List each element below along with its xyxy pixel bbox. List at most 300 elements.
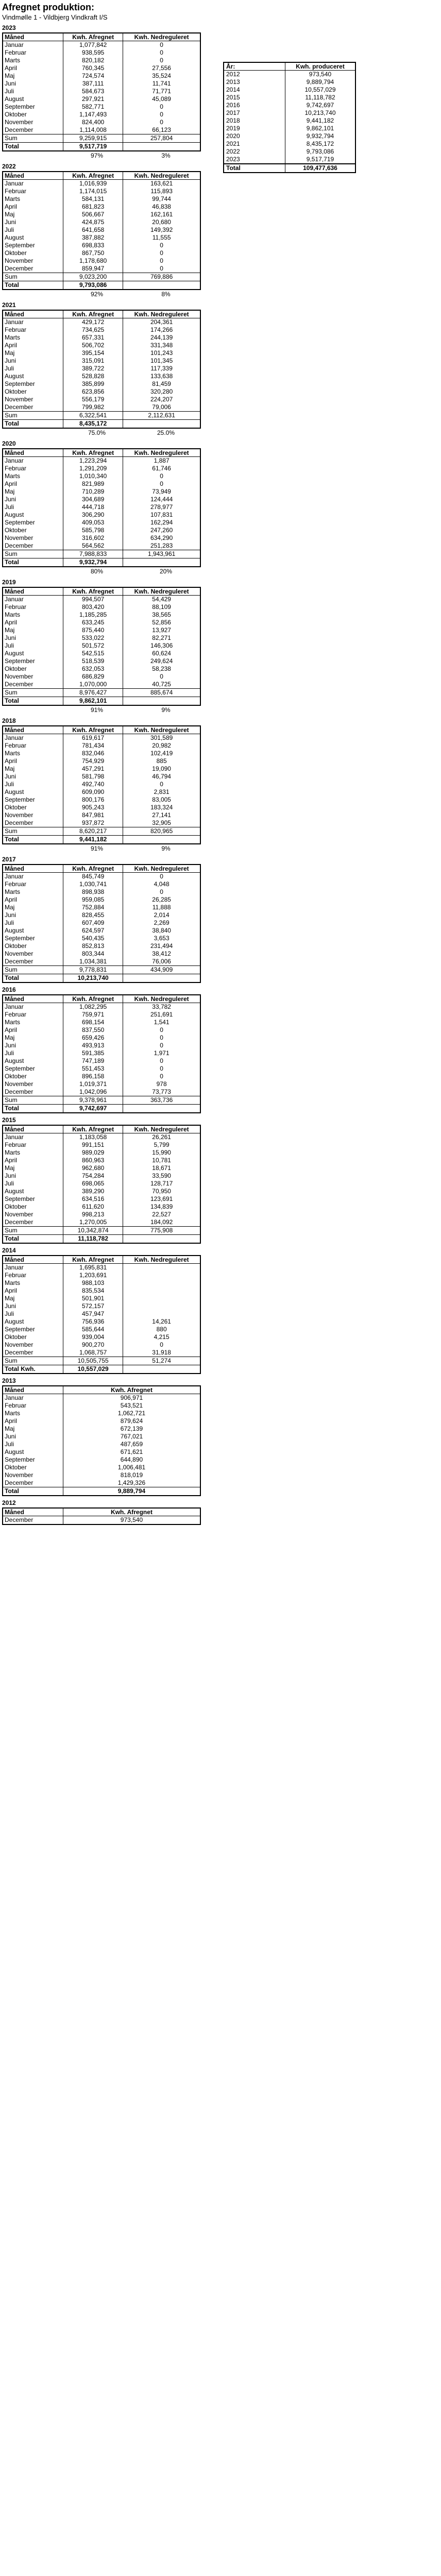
summary-year: 2012 xyxy=(224,71,285,79)
month-cell: Februar xyxy=(3,465,63,472)
summary-row xyxy=(224,140,355,148)
yearly-tables xyxy=(2,24,201,1525)
table-row xyxy=(3,757,200,765)
sum-label: Sum xyxy=(3,550,63,558)
total-row xyxy=(3,836,200,844)
afregnet-cell: 724,574 xyxy=(63,72,123,80)
afregnet-header: Kwh. Afregnet xyxy=(63,172,123,180)
nedreguleret-cell: 82,271 xyxy=(123,634,200,642)
afregnet-cell: 1,223,294 xyxy=(63,457,123,465)
summary-row xyxy=(224,156,355,164)
table-row xyxy=(3,619,200,626)
nedreguleret-cell: 31,918 xyxy=(123,1349,200,1357)
year-label: 2014 xyxy=(2,1247,16,1254)
month-cell: August xyxy=(3,1057,63,1065)
total-value: 9,862,101 xyxy=(63,697,123,706)
afregnet-header: Kwh. Afregnet xyxy=(63,33,123,41)
year-label: 2022 xyxy=(2,163,16,170)
table-row xyxy=(3,357,200,365)
nedreguleret-cell: 11,555 xyxy=(123,234,200,242)
afregnet-cell: 759,971 xyxy=(63,1011,123,1019)
afregnet-cell: 409,053 xyxy=(63,519,123,527)
percent-spacer xyxy=(2,567,62,575)
table-header-row xyxy=(3,1386,200,1394)
nedreguleret-cell: 634,290 xyxy=(123,534,200,542)
nedreguleret-cell: 70,950 xyxy=(123,1188,200,1195)
month-cell: Marts xyxy=(3,1279,63,1287)
sum-nedreguleret: 51,274 xyxy=(123,1357,200,1365)
month-cell: Oktober xyxy=(3,804,63,811)
month-cell: Maj xyxy=(3,1425,63,1433)
nedreguleret-cell: 123,691 xyxy=(123,1195,200,1203)
percent-nedreguleret: 3% xyxy=(161,152,171,159)
nedreguleret-cell: 11,741 xyxy=(123,80,200,88)
table-row xyxy=(3,919,200,927)
table-row xyxy=(3,1264,200,1272)
month-cell: Februar xyxy=(3,188,63,195)
sum-nedreguleret: 775,908 xyxy=(123,1227,200,1235)
nedreguleret-header: Kwh. Nedreguleret xyxy=(123,865,200,873)
nedreguleret-cell: 0 xyxy=(123,257,200,265)
sum-row xyxy=(3,1096,200,1105)
table-row xyxy=(3,1433,200,1440)
month-cell: Juli xyxy=(3,365,63,372)
afregnet-cell: 1,203,691 xyxy=(63,1272,123,1279)
nedreguleret-cell: 0 xyxy=(123,873,200,881)
table-row xyxy=(3,372,200,380)
nedreguleret-cell: 1,887 xyxy=(123,457,200,465)
summary-year: 2017 xyxy=(224,109,285,117)
month-cell: Juli xyxy=(3,503,63,511)
nedreguleret-cell: 76,006 xyxy=(123,958,200,966)
afregnet-cell: 1,082,295 xyxy=(63,1003,123,1011)
total-label: Total xyxy=(3,836,63,844)
total-row xyxy=(3,143,200,151)
afregnet-cell: 542,515 xyxy=(63,650,123,657)
table-row xyxy=(3,1088,200,1096)
sum-nedreguleret: 2,112,631 xyxy=(123,412,200,420)
table-row xyxy=(3,788,200,796)
table-row xyxy=(3,234,200,242)
nedreguleret-cell xyxy=(123,1295,200,1302)
percent-afregnet: 80% xyxy=(90,568,104,575)
nedreguleret-cell: 83,005 xyxy=(123,796,200,804)
month-cell: November xyxy=(3,1471,63,1479)
afregnet-cell: 297,921 xyxy=(63,95,123,103)
afregnet-cell: 1,010,340 xyxy=(63,472,123,480)
sum-row xyxy=(3,966,200,974)
afregnet-cell: 551,453 xyxy=(63,1065,123,1073)
month-cell: Oktober xyxy=(3,249,63,257)
table-header-row xyxy=(3,1256,200,1264)
summary-value: 9,793,086 xyxy=(285,148,356,156)
summary-year-header: År: xyxy=(224,62,285,71)
table-row xyxy=(3,1302,200,1310)
afregnet-header: Kwh. Afregnet xyxy=(63,1386,201,1394)
afregnet-cell: 821,989 xyxy=(63,480,123,488)
month-cell: Marts xyxy=(3,1149,63,1157)
afregnet-cell: 698,833 xyxy=(63,242,123,249)
afregnet-cell: 672,139 xyxy=(63,1425,201,1433)
afregnet-cell: 1,185,285 xyxy=(63,611,123,619)
sum-label: Sum xyxy=(3,1096,63,1105)
afregnet-cell: 988,103 xyxy=(63,1279,123,1287)
sum-afregnet: 10,505,755 xyxy=(63,1357,123,1365)
month-cell: December xyxy=(3,1088,63,1096)
table-row xyxy=(3,1272,200,1279)
summary-value: 8,435,172 xyxy=(285,140,356,148)
production-table-2019 xyxy=(2,587,201,706)
table-row xyxy=(3,673,200,681)
table-row xyxy=(3,326,200,334)
table-row xyxy=(3,1133,200,1142)
month-cell: Juni xyxy=(3,357,63,365)
table-row xyxy=(3,334,200,342)
table-row xyxy=(3,380,200,388)
summary-row xyxy=(224,109,355,117)
table-row xyxy=(3,1417,200,1425)
afregnet-cell: 752,884 xyxy=(63,904,123,911)
month-cell: Oktober xyxy=(3,527,63,534)
afregnet-cell: 395,154 xyxy=(63,349,123,357)
percent-spacer xyxy=(2,844,62,853)
table-row xyxy=(3,64,200,72)
month-cell: December xyxy=(3,819,63,827)
table-row xyxy=(3,249,200,257)
month-cell: Juni xyxy=(3,1302,63,1310)
afregnet-cell: 832,046 xyxy=(63,750,123,757)
afregnet-cell: 644,890 xyxy=(63,1456,201,1464)
sum-label: Sum xyxy=(3,273,63,281)
table-row xyxy=(3,1402,200,1410)
summary-value: 9,932,794 xyxy=(285,132,356,140)
afregnet-cell: 607,409 xyxy=(63,919,123,927)
sum-label: Sum xyxy=(3,966,63,974)
month-header: Måned xyxy=(3,726,63,734)
month-cell: August xyxy=(3,1318,63,1326)
table-row xyxy=(3,503,200,511)
afregnet-cell: 747,189 xyxy=(63,1057,123,1065)
nedreguleret-cell: 0 xyxy=(123,242,200,249)
table-row xyxy=(3,942,200,950)
nedreguleret-cell: 0 xyxy=(123,265,200,273)
table-row xyxy=(3,804,200,811)
sum-row xyxy=(3,827,200,836)
table-row xyxy=(3,819,200,827)
table-row xyxy=(3,927,200,935)
month-cell: April xyxy=(3,64,63,72)
table-row xyxy=(3,796,200,804)
table-row xyxy=(3,611,200,619)
table-row xyxy=(3,349,200,357)
month-cell: Maj xyxy=(3,349,63,357)
afregnet-cell: 429,172 xyxy=(63,318,123,327)
month-cell: November xyxy=(3,950,63,958)
percent-row xyxy=(2,706,201,714)
summary-year: 2018 xyxy=(224,117,285,125)
summary-table xyxy=(223,62,356,173)
production-table-2017 xyxy=(2,864,201,983)
table-row xyxy=(3,1310,200,1318)
month-cell: August xyxy=(3,95,63,103)
afregnet-cell: 315,091 xyxy=(63,357,123,365)
total-value: 9,517,719 xyxy=(63,143,123,151)
afregnet-cell: 492,740 xyxy=(63,781,123,788)
summary-year: 2022 xyxy=(224,148,285,156)
month-cell: Februar xyxy=(3,49,63,57)
month-header: Måned xyxy=(3,1386,63,1394)
month-cell: Juli xyxy=(3,1049,63,1057)
afregnet-cell: 493,913 xyxy=(63,1042,123,1049)
nedreguleret-cell: 224,207 xyxy=(123,396,200,403)
nedreguleret-cell: 0 xyxy=(123,888,200,896)
afregnet-cell: 760,345 xyxy=(63,64,123,72)
afregnet-cell: 506,667 xyxy=(63,211,123,218)
month-header: Måned xyxy=(3,33,63,41)
table-row xyxy=(3,1318,200,1326)
nedreguleret-cell: 251,283 xyxy=(123,542,200,550)
afregnet-cell: 939,004 xyxy=(63,1333,123,1341)
total-row xyxy=(3,974,200,983)
percent-spacer xyxy=(2,151,62,160)
table-row xyxy=(3,41,200,49)
month-cell: August xyxy=(3,1188,63,1195)
month-cell: November xyxy=(3,257,63,265)
afregnet-cell: 387,111 xyxy=(63,80,123,88)
percent-nedreguleret: 9% xyxy=(161,845,171,852)
table-header-row xyxy=(3,995,200,1003)
nedreguleret-cell: 3,653 xyxy=(123,935,200,942)
afregnet-cell: 385,899 xyxy=(63,380,123,388)
table-row xyxy=(3,1410,200,1417)
summary-value: 9,441,182 xyxy=(285,117,356,125)
summary-row xyxy=(224,94,355,101)
month-cell: Februar xyxy=(3,880,63,888)
summary-row xyxy=(224,148,355,156)
summary-value-header: Kwh. produceret xyxy=(285,62,356,71)
production-table-2022 xyxy=(2,171,201,290)
sum-row xyxy=(3,1227,200,1235)
total-row xyxy=(3,558,200,567)
production-table-2018 xyxy=(2,725,201,844)
month-cell: Marts xyxy=(3,472,63,480)
sum-row xyxy=(3,273,200,281)
total-label: Total Kwh. xyxy=(3,1365,63,1374)
summary-value: 9,862,101 xyxy=(285,125,356,132)
table-row xyxy=(3,742,200,750)
table-row xyxy=(3,527,200,534)
afregnet-cell: 1,147,493 xyxy=(63,111,123,118)
table-row xyxy=(3,1011,200,1019)
afregnet-cell: 896,158 xyxy=(63,1073,123,1080)
summary-row xyxy=(224,78,355,86)
month-cell: Juni xyxy=(3,496,63,503)
table-row xyxy=(3,180,200,188)
nedreguleret-cell: 4,048 xyxy=(123,880,200,888)
nedreguleret-cell: 73,949 xyxy=(123,488,200,496)
sum-label: Sum xyxy=(3,1357,63,1365)
nedreguleret-cell: 0 xyxy=(123,1065,200,1073)
table-row xyxy=(3,1456,200,1464)
afregnet-header: Kwh. Afregnet xyxy=(63,995,123,1003)
afregnet-cell: 828,455 xyxy=(63,911,123,919)
table-row xyxy=(3,211,200,218)
nedreguleret-cell: 301,589 xyxy=(123,734,200,742)
nedreguleret-cell: 73,773 xyxy=(123,1088,200,1096)
percent-row xyxy=(2,567,201,575)
table-row xyxy=(3,634,200,642)
nedreguleret-header: Kwh. Nedreguleret xyxy=(123,172,200,180)
total-empty xyxy=(123,143,200,151)
table-row xyxy=(3,1034,200,1042)
table-row xyxy=(3,1464,200,1471)
month-cell: Februar xyxy=(3,1141,63,1149)
table-row xyxy=(3,1218,200,1227)
nedreguleret-cell: 0 xyxy=(123,781,200,788)
sum-afregnet: 9,778,831 xyxy=(63,966,123,974)
afregnet-cell: 623,856 xyxy=(63,388,123,396)
nedreguleret-cell: 4,215 xyxy=(123,1333,200,1341)
afregnet-cell: 591,385 xyxy=(63,1049,123,1057)
month-cell: Juni xyxy=(3,218,63,226)
total-value: 9,889,794 xyxy=(63,1487,201,1496)
month-cell: Februar xyxy=(3,1011,63,1019)
nedreguleret-cell xyxy=(123,1279,200,1287)
table-row xyxy=(3,1141,200,1149)
sum-nedreguleret: 363,736 xyxy=(123,1096,200,1105)
month-cell: April xyxy=(3,1026,63,1034)
nedreguleret-cell: 0 xyxy=(123,49,200,57)
month-cell: November xyxy=(3,673,63,681)
table-row xyxy=(3,265,200,273)
nedreguleret-cell: 46,794 xyxy=(123,773,200,781)
afregnet-header: Kwh. Afregnet xyxy=(63,1508,201,1516)
nedreguleret-cell xyxy=(123,1287,200,1295)
table-row xyxy=(3,765,200,773)
afregnet-cell: 1,077,842 xyxy=(63,41,123,49)
nedreguleret-cell: 174,266 xyxy=(123,326,200,334)
table-row xyxy=(3,911,200,919)
afregnet-cell: 671,621 xyxy=(63,1448,201,1456)
month-cell: April xyxy=(3,1287,63,1295)
summary-value: 973,540 xyxy=(285,71,356,79)
table-row xyxy=(3,880,200,888)
year-label: 2017 xyxy=(2,856,16,863)
afregnet-cell: 585,798 xyxy=(63,527,123,534)
month-cell: Januar xyxy=(3,318,63,327)
percent-afregnet: 75.0% xyxy=(88,429,106,436)
afregnet-cell: 1,068,757 xyxy=(63,1349,123,1357)
percent-spacer xyxy=(2,429,62,437)
nedreguleret-cell: 0 xyxy=(123,41,200,49)
summary-value: 11,118,782 xyxy=(285,94,356,101)
percent-spacer xyxy=(2,290,62,298)
table-row xyxy=(3,457,200,465)
table-row xyxy=(3,773,200,781)
year-label: 2020 xyxy=(2,440,16,447)
afregnet-cell: 540,435 xyxy=(63,935,123,942)
nedreguleret-cell xyxy=(123,1310,200,1318)
afregnet-cell: 991,151 xyxy=(63,1141,123,1149)
total-value: 9,793,086 xyxy=(63,281,123,290)
table-row xyxy=(3,1203,200,1211)
production-table-2016 xyxy=(2,994,201,1113)
nedreguleret-cell: 885 xyxy=(123,757,200,765)
table-row xyxy=(3,873,200,881)
year-label: 2012 xyxy=(2,1499,16,1506)
percent-nedreguleret: 20% xyxy=(159,568,173,575)
afregnet-cell: 859,947 xyxy=(63,265,123,273)
afregnet-cell: 681,823 xyxy=(63,203,123,211)
year-label: 2016 xyxy=(2,986,16,993)
afregnet-header: Kwh. Afregnet xyxy=(63,449,123,457)
afregnet-cell: 624,597 xyxy=(63,927,123,935)
sum-label: Sum xyxy=(3,1227,63,1235)
summary-year: 2020 xyxy=(224,132,285,140)
total-label: Total xyxy=(3,974,63,983)
total-value: 9,742,697 xyxy=(63,1105,123,1113)
month-cell: September xyxy=(3,796,63,804)
table-row xyxy=(3,1172,200,1180)
total-label: Total xyxy=(3,558,63,567)
percent-nedreguleret: 25.0% xyxy=(157,429,175,436)
total-label: Total xyxy=(3,143,63,151)
afregnet-cell: 582,771 xyxy=(63,103,123,111)
total-row xyxy=(3,281,200,290)
sum-label: Sum xyxy=(3,412,63,420)
table-row xyxy=(3,72,200,80)
nedreguleret-cell: 61,746 xyxy=(123,465,200,472)
total-value: 10,557,029 xyxy=(63,1365,123,1374)
table-row xyxy=(3,811,200,819)
table-header-row xyxy=(3,172,200,180)
month-cell: September xyxy=(3,1456,63,1464)
nedreguleret-cell: 22,527 xyxy=(123,1211,200,1218)
table-row xyxy=(3,603,200,611)
total-value: 9,932,794 xyxy=(63,558,123,567)
total-label: Total xyxy=(3,1235,63,1244)
month-cell: Oktober xyxy=(3,1333,63,1341)
production-table-2023 xyxy=(2,32,201,151)
table-row xyxy=(3,242,200,249)
afregnet-cell: 835,534 xyxy=(63,1287,123,1295)
table-row xyxy=(3,781,200,788)
nedreguleret-cell: 117,339 xyxy=(123,365,200,372)
sum-nedreguleret: 1,943,961 xyxy=(123,550,200,558)
nedreguleret-cell: 162,161 xyxy=(123,211,200,218)
table-row xyxy=(3,203,200,211)
nedreguleret-cell: 204,361 xyxy=(123,318,200,327)
table-row xyxy=(3,1073,200,1080)
sum-afregnet: 9,259,915 xyxy=(63,134,123,143)
afregnet-cell: 845,749 xyxy=(63,873,123,881)
total-value: 10,213,740 xyxy=(63,974,123,983)
afregnet-cell: 803,344 xyxy=(63,950,123,958)
afregnet-cell: 389,722 xyxy=(63,365,123,372)
month-cell: Maj xyxy=(3,72,63,80)
total-label: Total xyxy=(3,420,63,429)
page-subtitle: Vindmølle 1 - Vildbjerg Vindkraft I/S xyxy=(2,13,108,21)
nedreguleret-cell: 27,556 xyxy=(123,64,200,72)
afregnet-cell: 501,572 xyxy=(63,642,123,650)
month-cell: Juni xyxy=(3,1042,63,1049)
total-empty xyxy=(123,558,200,567)
month-cell: December xyxy=(3,1218,63,1227)
percent-nedreguleret: 8% xyxy=(161,291,171,298)
month-cell: Juli xyxy=(3,1180,63,1188)
nedreguleret-cell: 102,419 xyxy=(123,750,200,757)
total-row xyxy=(3,697,200,706)
